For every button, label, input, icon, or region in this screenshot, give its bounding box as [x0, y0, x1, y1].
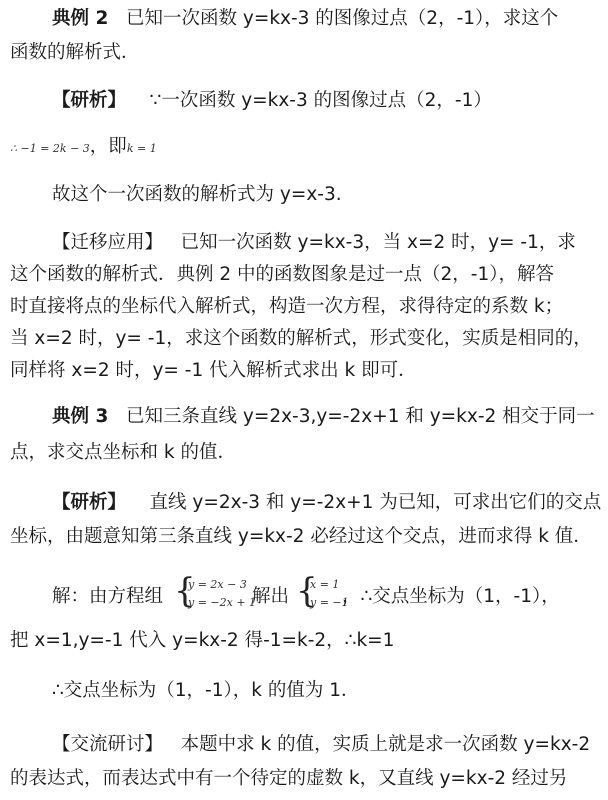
analysis-3-line-2: 坐标，由题意知第三条直线 y=kx-2 必经过这个交点，进而求得 k 值．	[10, 526, 592, 547]
example-2-text-1: 已知一次函数 y=kx-3 的图像过点（2，-1），求这个	[125, 8, 559, 29]
solution-line-2: 把 x=1,y=-1 代入 y=kx-2 得-1=k-2，∴k=1	[10, 630, 395, 651]
system-2-row-2: y = −1	[310, 596, 349, 609]
analysis-2-text: ∵一次函数 y=kx-3 的图像过点（2，-1）	[149, 90, 492, 111]
equation-system-2	[296, 571, 349, 612]
analysis-3-line-1	[52, 490, 601, 516]
equation-system-1	[174, 571, 257, 612]
example-2-line-1	[52, 6, 558, 32]
analysis-2-label: 【研析】	[52, 90, 127, 111]
system-1-row-2: y = −2x + 1	[188, 596, 257, 609]
discussion-text-1: 本题中求 k 的值，实质上就是求一次函数 y=kx-2	[180, 734, 591, 755]
discussion-line-1	[52, 732, 590, 758]
solution-mid: 解出	[252, 586, 290, 607]
analysis-3-text-1: 直线 y=2x-3 和 y=-2x+1 为已知，可求出它们的交点	[149, 492, 602, 513]
transfer-line-4: 当 x=2 时，y= -1，求这个函数的解析式，形式变化，实质是相同的，	[10, 328, 592, 349]
analysis-2-equation: ∴ −1 = 2k − 3	[10, 142, 90, 155]
transfer-label: 【迁移应用】	[52, 232, 164, 253]
example-3-text-1: 已知三条直线 y=2x-3,y=-2x+1 和 y=kx-2 相交于同一	[125, 406, 595, 427]
transfer-line-5: 同样将 x=2 时，y= -1 代入解析式求出 k 即可．	[10, 360, 417, 381]
solution-prefix: 解：由方程组	[52, 586, 164, 607]
transfer-text-1: 已知一次函数 y=kx-3，当 x=2 时，y= -1，求	[180, 232, 576, 253]
analysis-2-separator: ，即	[89, 136, 127, 157]
example-2-text-2: 函数的解析式．	[10, 42, 140, 63]
transfer-line-3: 时直接将点的坐标代入解析式，构造一次方程，求得待定的系数 k；	[10, 296, 564, 317]
analysis-2-conclusion: 故这个一次函数的解析式为 y=x-3.	[52, 184, 342, 205]
solution-line-3: ∴交点坐标为（1，-1），k 的值为 1．	[52, 680, 360, 701]
analysis-2-line	[52, 88, 492, 114]
discussion-line-2: 的表达式，而表达式中有一个待定的虚数 k，又直线 y=kx-2 经过另	[10, 768, 568, 789]
brace-icon: {	[296, 571, 318, 611]
transfer-line-1	[52, 230, 576, 256]
analysis-2-math-line	[10, 134, 157, 162]
example-3-line-1	[52, 404, 595, 430]
example-3-text-2: 点，求交点坐标和 k 的值．	[10, 442, 236, 463]
solution-suffix: ，∴交点坐标为（1，-1），	[342, 586, 560, 607]
example-2-title: 典例 2	[52, 8, 109, 29]
analysis-3-label: 【研析】	[52, 492, 127, 513]
example-3-title: 典例 3	[52, 406, 109, 427]
brace-icon: {	[174, 571, 196, 611]
analysis-2-result: k = 1	[126, 142, 157, 155]
transfer-line-2: 这个函数的解析式．典例 2 中的函数图象是过一点（2，-1），解答	[10, 264, 554, 285]
system-2-row-1: x = 1	[310, 578, 340, 591]
discussion-label: 【交流研讨】	[52, 734, 164, 755]
system-1-row-1: y = 2x − 3	[188, 578, 247, 591]
